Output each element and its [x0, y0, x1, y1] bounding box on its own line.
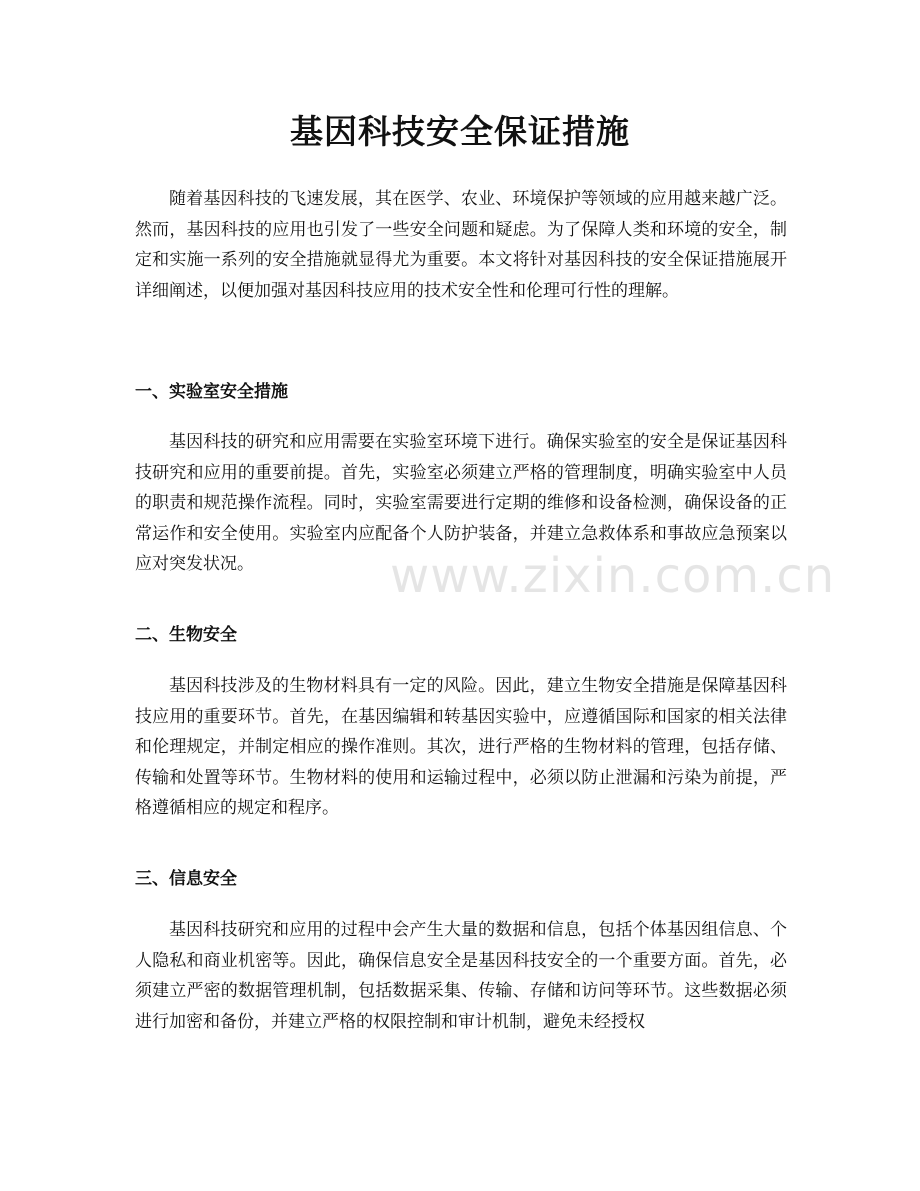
section-body-info: 基因科技研究和应用的过程中会产生大量的数据和信息，包括个体基因组信息、个人隐私和商业机密等。因此，确保信息安全是基因科技安全的一个重要方面。首先，必须建立严密的数据管理机制，包括数据采集、传输、存储和访问等环节。这些数据必须进行加密和备份，并建立严格的权限控制和审计机制，避免未经授权: [135, 920, 787, 1032]
document-title: 基因科技安全保证措施: [290, 112, 630, 151]
section-heading-lab: 一、实验室安全措施: [135, 382, 288, 402]
section-body-bio: 基因科技涉及的生物材料具有一定的风险。因此，建立生物安全措施是保障基因科技应用的重要环节。首先，在基因编辑和转基因实验中，应遵循国际和国家的相关法律和伦理规定，并制定相应的操作准则。其次，进行严格的生物材料的管理，包括存储、传输和处置等环节。生物材料的使用和运输过程中，必须以防止泄漏和污染为前提，严格遵循相应的规定和程序。: [135, 676, 787, 818]
section-heading-info: 三、信息安全: [135, 869, 237, 889]
section-body-lab: 基因科技的研究和应用需要在实验室环境下进行。确保实验室的安全是保证基因科技研究和应用的重要前提。首先，实验室必须建立严格的管理制度，明确实验室中人员的职责和规范操作流程。同时，实验室需要进行定期的维修和设备检测，确保设备的正常运作和安全使用。实验室内应配备个人防护装备，并建立急救体系和事故应急预案以应对突发状况。: [135, 432, 787, 574]
watermark: www.zixin.com.cn: [390, 548, 836, 604]
section-heading-bio: 二、生物安全: [135, 625, 237, 645]
intro-paragraph: 随着基因科技的飞速发展，其在医学、农业、环境保护等领域的应用越来越广泛。然而，基因科技的应用也引发了一些安全问题和疑虑。为了保障人类和环境的安全，制定和实施一系列的安全措施就显得尤为重要。本文将针对基因科技的安全保证措施展开详细阐述，以便加强对基因科技应用的技术安全性和伦理可行性的理解。: [135, 189, 787, 301]
